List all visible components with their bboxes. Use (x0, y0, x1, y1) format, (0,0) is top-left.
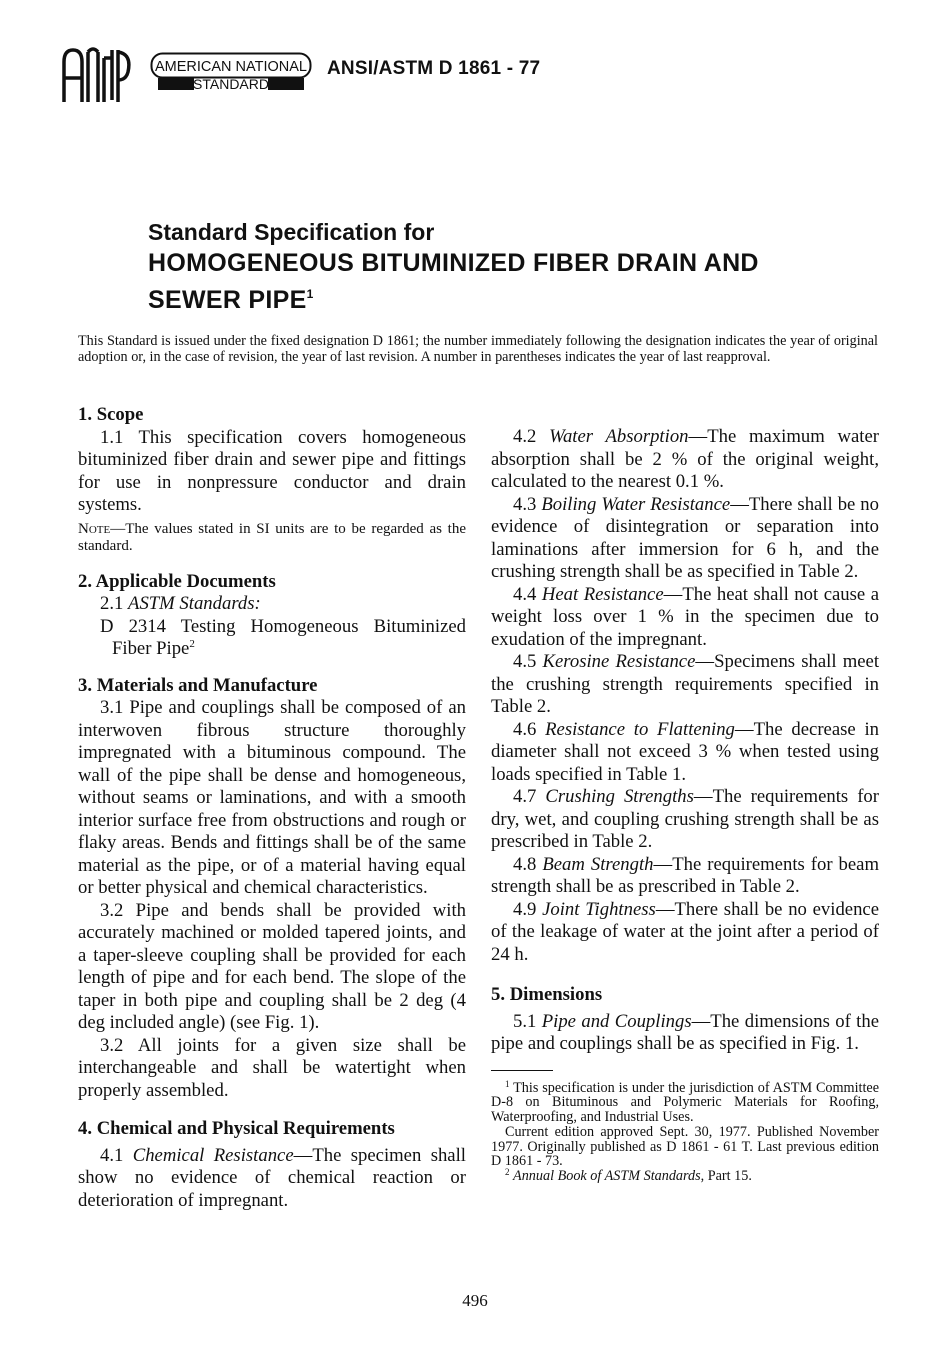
paragraph-4-5-number: 4.5 (513, 651, 537, 672)
paragraph-4-7-title: Crushing Strengths (545, 786, 694, 807)
paragraph-4-8 (491, 854, 879, 899)
footnote-divider (491, 1070, 553, 1071)
paragraph-4-3-number: 4.3 (513, 493, 537, 515)
note-text: —The values stated in SI units are to be regarded as the standard. (78, 520, 466, 554)
paragraph-3-2b: 3.2 All joints for a given size shall be interchangeable and shall be watertight when properly assembled. (78, 1034, 466, 1101)
paragraph-4-3 (491, 494, 879, 584)
note-label: Note (78, 520, 111, 537)
badge-line1: AMERICAN NATIONAL (154, 59, 308, 75)
left-column (78, 404, 466, 1212)
title-line2: HOMOGENEOUS BITUMINIZED FIBER DRAIN AND (148, 249, 759, 277)
paragraph-4-8-number: 4.8 (513, 853, 537, 875)
paragraph-2-1-title: ASTM Standards: (128, 593, 261, 614)
paragraph-5-1-title: Pipe and Couplings (541, 1010, 692, 1032)
paragraph-4-2-number: 4.2 (513, 426, 537, 447)
section-heading-requirements: 4. Chemical and Physical Requirements (78, 1118, 395, 1139)
paragraph-4-7-number: 4.7 (513, 786, 537, 807)
paragraph-4-4-text: —The heat shall not cause a weight loss over 1 % in the specimen due to exudation of the impregnant. (491, 583, 879, 650)
paragraph-4-9 (491, 899, 879, 967)
paragraph-5-1 (491, 1011, 879, 1056)
footnote-1 (491, 1078, 879, 1126)
paragraph-4-5-title: Kerosine Resistance (542, 651, 696, 672)
paragraph-4-5 (491, 651, 879, 719)
footnote-2-text: , Part 15. (700, 1168, 752, 1185)
footnote-1-text: This specification is under the jurisdiction of ASTM Committee D-8 on Bituminous and Polymeric Materials for Roofing, Waterproofing, and Industrial Uses. (491, 1079, 879, 1126)
section-heading-applicable-documents: 2. Applicable Documents (78, 570, 276, 592)
paragraph-5-1-text: —The dimensions of the pipe and couplings shall be as specified in Fig. 1. (491, 1010, 879, 1054)
paragraph-2-1 (78, 593, 466, 616)
reference-d2314 (78, 616, 466, 661)
badge-line2: STANDARD (193, 76, 269, 92)
footnote-1-mark: 1 (505, 1078, 510, 1089)
section-heading-materials: 3. Materials and Manufacture (78, 674, 318, 696)
title-line3 (148, 286, 314, 315)
paragraph-4-3-title: Boiling Water Resistance (541, 493, 731, 515)
paragraph-4-2-title: Water Absorption (549, 426, 689, 447)
paragraph-4-2-text: —The maximum water absorption shall be 2 % of the original weight, calculated to the nearest 0.1 %. (491, 426, 879, 492)
title-footnote-mark: 1 (306, 287, 314, 301)
right-column (491, 404, 879, 1184)
footnote-2-mark: 2 (505, 1167, 510, 1178)
reference-footnote-mark: 2 (189, 638, 195, 650)
si-units-note (78, 521, 466, 555)
footnote-2-title: Annual Book of ASTM Standards (513, 1168, 701, 1185)
paragraph-4-2 (491, 426, 879, 494)
title-line1: Standard Specification for (148, 219, 435, 245)
paragraph-4-1-title: Chemical Resistance (132, 1144, 294, 1166)
footnotes (491, 1078, 879, 1185)
footnote-1-edition: Current edition approved Sept. 30, 1977. Published November 1977. Originally published as D 1861 - 61 T. Last previous edition D 1861 - 73. (491, 1123, 879, 1170)
document-designation: ANSI/ASTM D 1861 - 77 (327, 58, 541, 79)
paragraph-4-9-number: 4.9 (513, 898, 537, 920)
paragraph-4-4-title: Heat Resistance (541, 583, 664, 605)
paragraph-4-7 (491, 786, 879, 854)
paragraph-2-1-number: 2.1 (100, 593, 124, 614)
ansi-badge (150, 52, 312, 94)
paragraph-4-6-text: —The decrease in diameter shall not exceed 3 % when tested using loads specified in Table 1. (491, 718, 879, 785)
paragraph-4-1 (78, 1145, 466, 1213)
title-line3-text: SEWER PIPE (148, 286, 307, 314)
section-heading-dimensions: 5. Dimensions (491, 984, 603, 1005)
paragraph-4-9-text: —There shall be no evidence of the leakage of water at the joint after a period of 24 h. (491, 898, 880, 965)
paragraph-3-1: 3.1 Pipe and couplings shall be composed of an interwoven fibrous structure thoroughly impregnated with a bituminous compound. The wall of the pipe shall be dense and homogeneous, without seams or laminations, and with a smooth interior surface free from obstructions and rough or flaky areas. Bends and fittings shall be of the same material as the pipe, or of a material having equal or better physical and chemical characteristics. (78, 697, 466, 898)
paragraph-4-5-text: —Specimens shall meet the crushing strength requirements specified in Table 2. (491, 651, 880, 717)
paragraph-4-1-number: 4.1 (100, 1144, 124, 1166)
paragraph-4-3-text: —There shall be no evidence of disintegration or separation into laminations after immersion for 6 h, and the crushing strength shall be as specified in Table 2. (491, 493, 879, 582)
paragraph-3-2: 3.2 Pipe and bends shall be provided with accurately machined or molded tapered joints, and a taper-sleeve coupling shall be provided for each length of pipe and for each bend. The slope of the taper in both pipe and coupling shall be 2 deg (4 deg included angle) (see Fig. 1). (78, 899, 466, 1033)
paragraph-4-6 (491, 719, 879, 787)
paragraph-4-4 (491, 584, 879, 652)
paragraph-1-1: 1.1 This specification covers homogeneous bituminized fiber drain and sewer pipe and fittings for use in nonpressure conductor and drain systems. (78, 426, 466, 515)
paragraph-4-1-text: —The specimen shall show no evidence of chemical reaction or deterioration of impregnant. (78, 1144, 466, 1211)
reference-d2314-text: D 2314 Testing Homogeneous Bituminized Fiber Pipe (100, 615, 466, 659)
paragraph-4-6-title: Resistance to Flattening (545, 718, 735, 740)
paragraph-4-8-text: —The requirements for beam strength shall be as prescribed in Table 2. (491, 853, 880, 897)
paragraph-4-8-title: Beam Strength (542, 853, 654, 875)
paragraph-5-1-number: 5.1 (513, 1010, 537, 1032)
issuance-note: This Standard is issued under the fixed designation D 1861; the number immediately following the designation indicates the year of original adoption or, in the case of revision, the year of last revision. A number in parentheses indicates the year of last reapproval. (78, 333, 878, 365)
paragraph-4-6-number: 4.6 (513, 718, 537, 740)
section-heading-scope: 1. Scope (78, 404, 144, 425)
paragraph-4-7-text: —The requirements for dry, wet, and coupling crushing strength shall be as prescribed in Table 2. (491, 786, 879, 852)
paragraph-4-4-number: 4.4 (513, 583, 537, 605)
astm-logo (60, 44, 134, 106)
paragraph-4-9-title: Joint Tightness (542, 898, 656, 920)
footnote-2 (491, 1169, 879, 1184)
page-number: 496 (462, 1291, 488, 1310)
